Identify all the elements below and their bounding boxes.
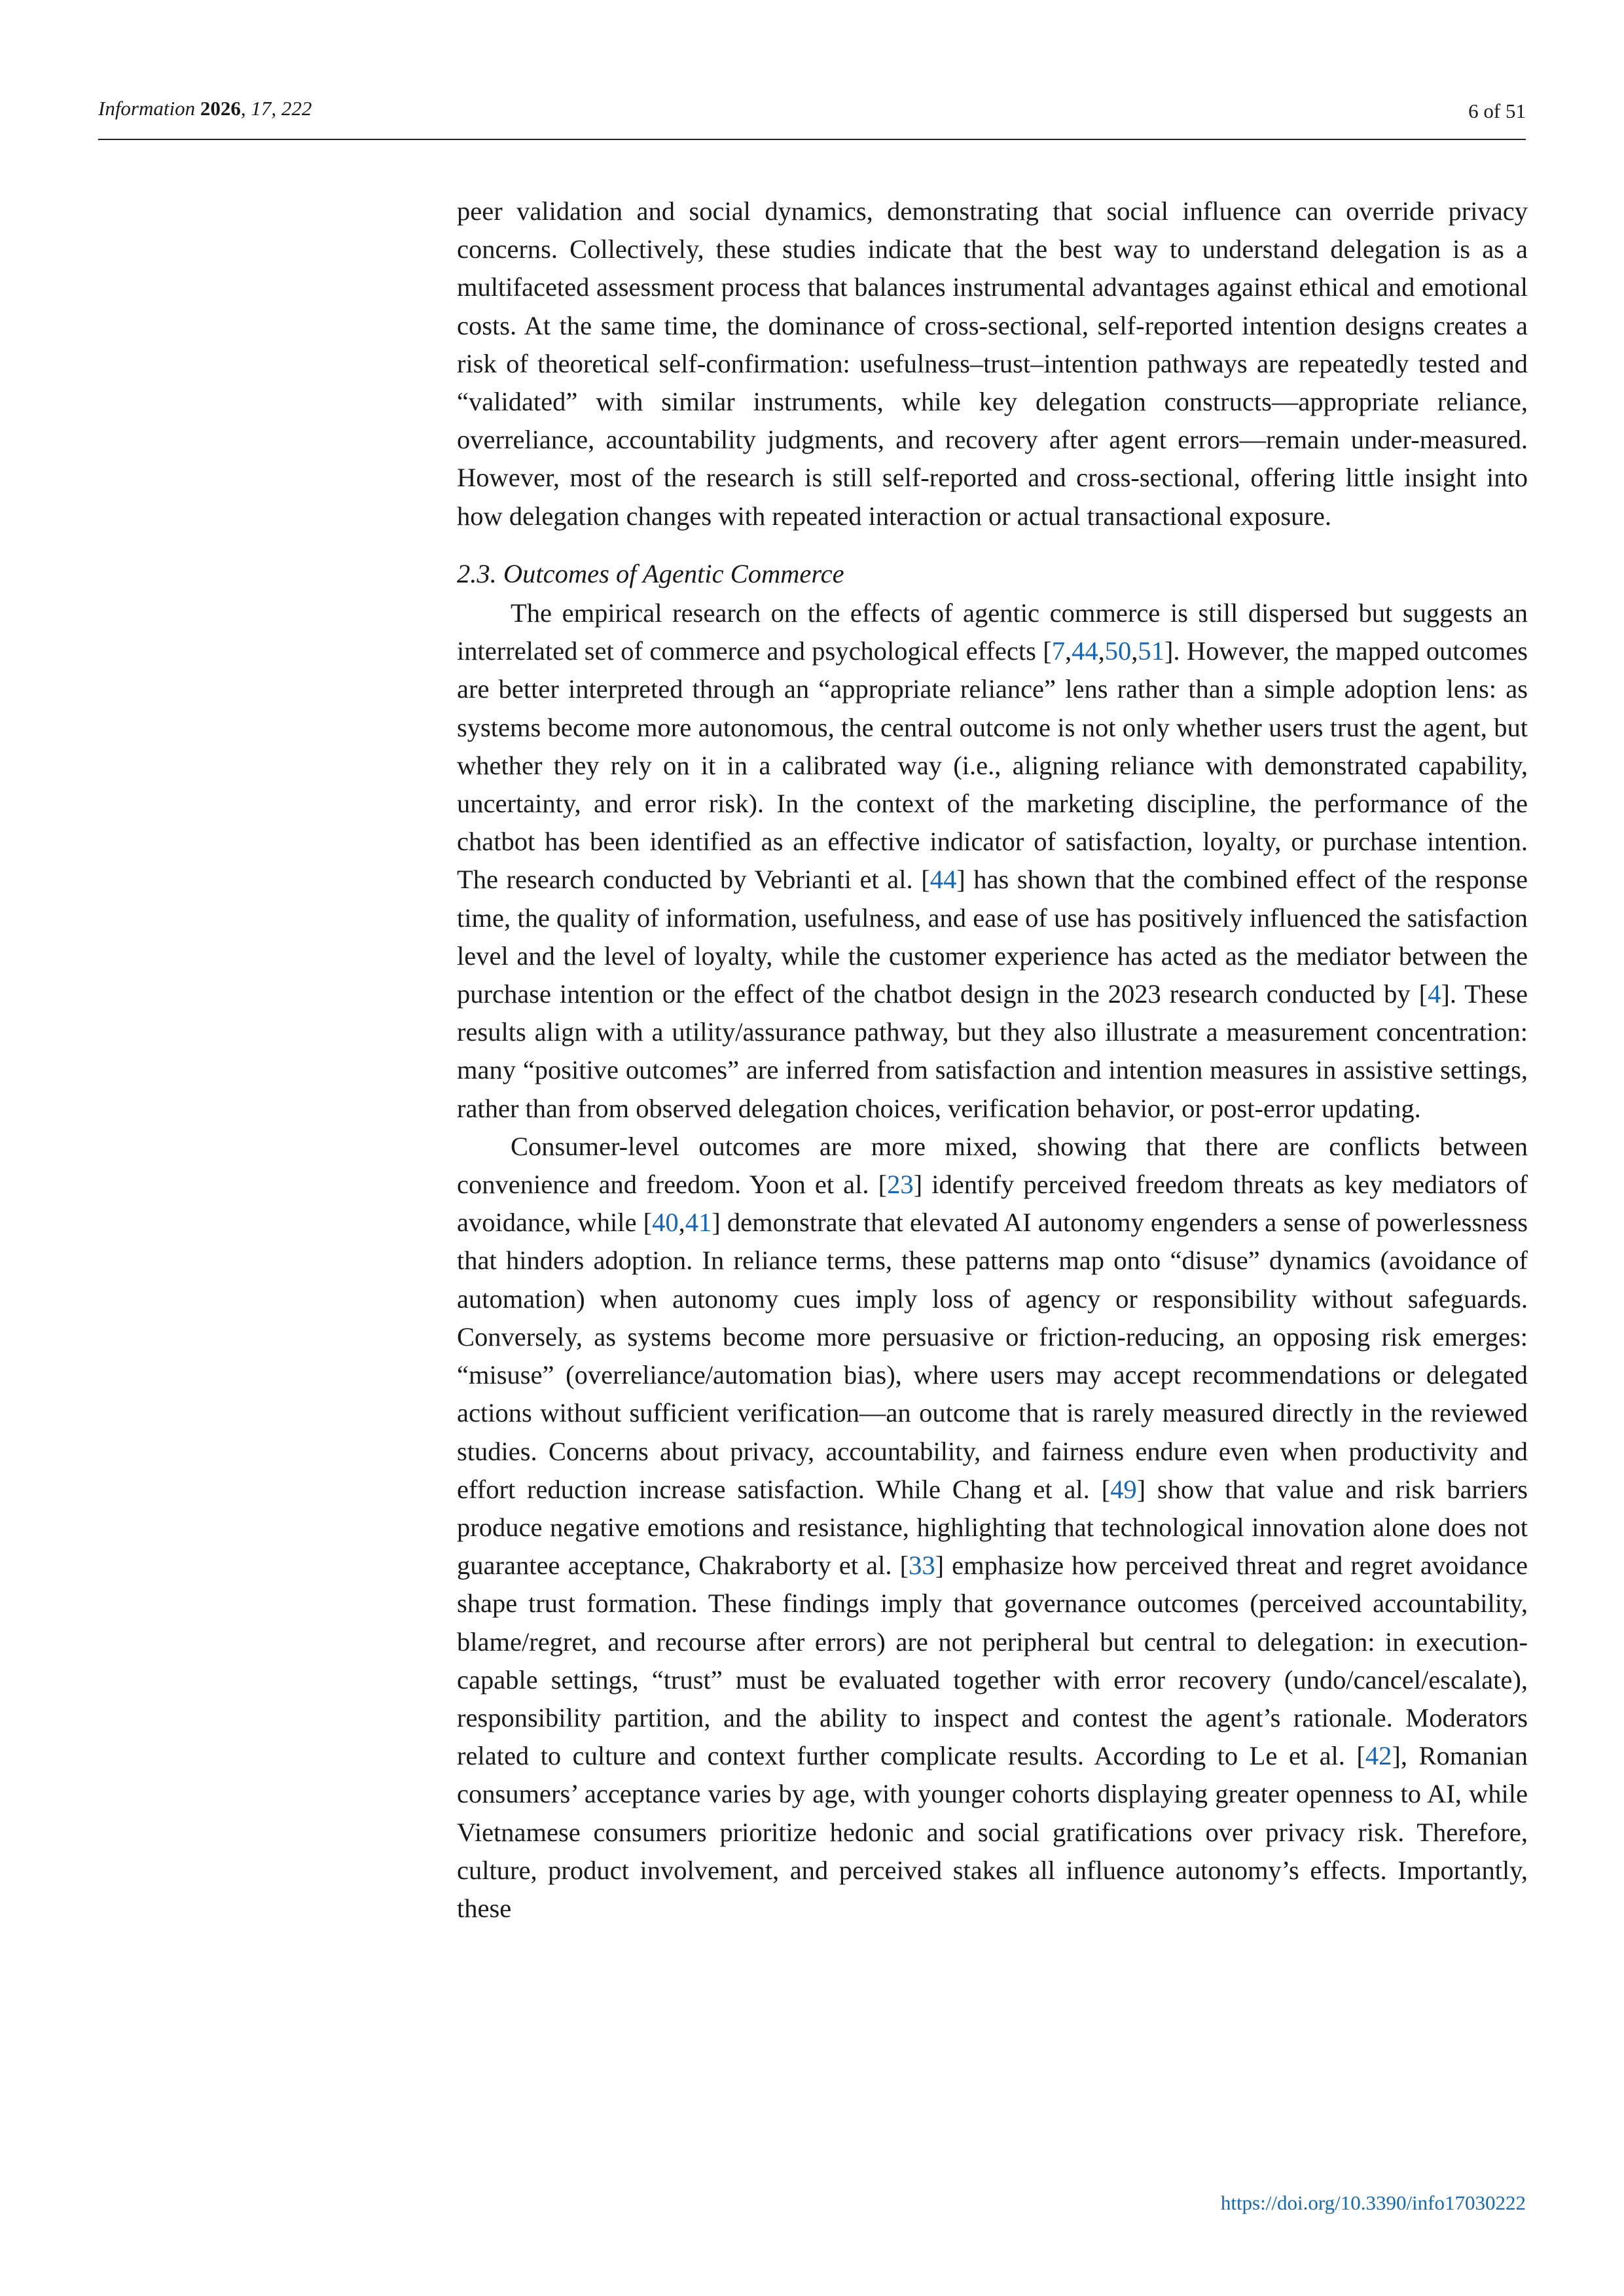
citation-link[interactable]: 7: [1051, 636, 1065, 666]
doi-footer: [1221, 2191, 1526, 2215]
paragraph-2: The empirical research on the effects of agentic commerce is still dispersed but suggests an interrelated set of commerce and psychological effects [7,44,50,51]. However, the mapped outcomes are better interpreted through an “appropriate reliance” lens rather than a simple adoption lens: as systems become more autonomous, the central outcome is not only whether users trust the agent, but whether they rely on it in a calibrated way (i.e., aligning reliance with demonstrated capability, uncertainty, and error risk). In the context of the marketing discipline, the performance of the chatbot has been identified as an effective indicator of satisfaction, loyalty, or purchase intention. The research conducted by Vebrianti et al. [44] has shown that the combined effect of the response time, the quality of information, usefulness, and ease of use has positively influenced the satisfaction level and the level of loyalty, while the customer experience has acted as the mediator between the purchase intention or the effect of the chatbot design in the 2023 research conducted by [4]. These results align with a utility/assurance pathway, but they also illustrate a measurement concentration: many “positive outcomes” are inferred from satisfaction and intention measures in assistive settings, rather than from observed delegation choices, verification behavior, or post-error updating.: [457, 598, 1528, 1123]
citation-link[interactable]: 50: [1104, 636, 1132, 666]
citation-link[interactable]: 40: [652, 1208, 679, 1238]
article-body: [457, 192, 1528, 1928]
doi-link[interactable]: https://doi.org/10.3390/info17030222: [1220, 2191, 1526, 2214]
page-header: [98, 89, 1526, 141]
section-heading: 2.3. Outcomes of Agentic Commerce: [457, 558, 844, 588]
citation-link[interactable]: 23: [887, 1170, 914, 1200]
citation-link[interactable]: 33: [909, 1551, 935, 1581]
citation-link[interactable]: 4: [1428, 979, 1441, 1009]
citation-link[interactable]: 42: [1365, 1741, 1392, 1771]
citation-link[interactable]: 51: [1138, 636, 1164, 666]
journal-name: Information: [98, 97, 196, 120]
running-head: Information 2026, 17, 222: [98, 97, 312, 120]
citation-link[interactable]: 49: [1110, 1474, 1137, 1504]
paragraph-1: peer validation and social dynamics, demonstrating that social influence can override privacy concerns. Collectively, these studies indicate that the best way to understand delegation is as a multifaceted assessment process that balances instrumental advantages against ethical and emotional costs. At the same time, the dominance of cross-sectional, self-reported intention designs creates a risk of theoretical self-confirmation: usefulness–trust–intention pathways are repeatedly tested and “validated” with similar instruments, while key delegation constructs—appropriate reliance, overreliance, accountability judgments, and recovery after agent errors—remain under-measured. However, most of the research is still self-reported and cross-sectional, offering little insight into how delegation changes with repeated interaction or actual transactional exposure.: [457, 196, 1528, 531]
citation-link[interactable]: 41: [685, 1208, 712, 1238]
paragraph-3: Consumer-level outcomes are more mixed, showing that there are conflicts between convenience and freedom. Yoon et al. [23] identify perceived freedom threats as key mediators of avoidance, while [40,41] demonstrate that elevated AI autonomy engenders a sense of powerlessness that hinders adoption. In reliance terms, these patterns map onto “disuse” dynamics (avoidance of automation) when autonomy cues imply loss of agency or responsibility without safeguards. Conversely, as systems become more persuasive or friction-reducing, an opposing risk emerges: “misuse” (overreliance/automation bias), where users may accept recommendations or delegated actions without sufficient verification—an outcome that is rarely measured directly in the reviewed studies. Concerns about privacy, accountability, and fairness endure even when productivity and effort reduction increase satisfaction. While Chang et al. [49] show that value and risk barriers produce negative emotions and resistance, highlighting that technological innovation alone does not guarantee acceptance, Chakraborty et al. [33] emphasize how perceived threat and regret avoidance shape trust formation. These findings imply that governance outcomes (perceived accountability, blame/regret, and recourse after errors) are not peripheral but central to delegation: in execution-capable settings, “trust” must be evaluated together with error recovery (undo/cancel/escalate), responsibility partition, and the ability to inspect and contest the agent’s rationale. Moderators related to culture and context further complicate results. According to Le et al. [42], Romanian consumers’ acceptance varies by age, with younger cohorts displaying greater openness to AI, while Vietnamese consumers prioritize hedonic and social gratifications over privacy risk. Therefore, culture, product involvement, and perceived stakes all influence autonomy’s effects. Importantly, these: [457, 1131, 1528, 1923]
volume-issue: 17, 222: [251, 97, 312, 120]
citation-link[interactable]: 44: [929, 865, 957, 895]
citation-link[interactable]: 44: [1072, 636, 1098, 666]
header-divider: [98, 139, 1526, 140]
page-number: 6 of 51: [1468, 99, 1526, 122]
publication-year: 2026: [200, 97, 241, 120]
